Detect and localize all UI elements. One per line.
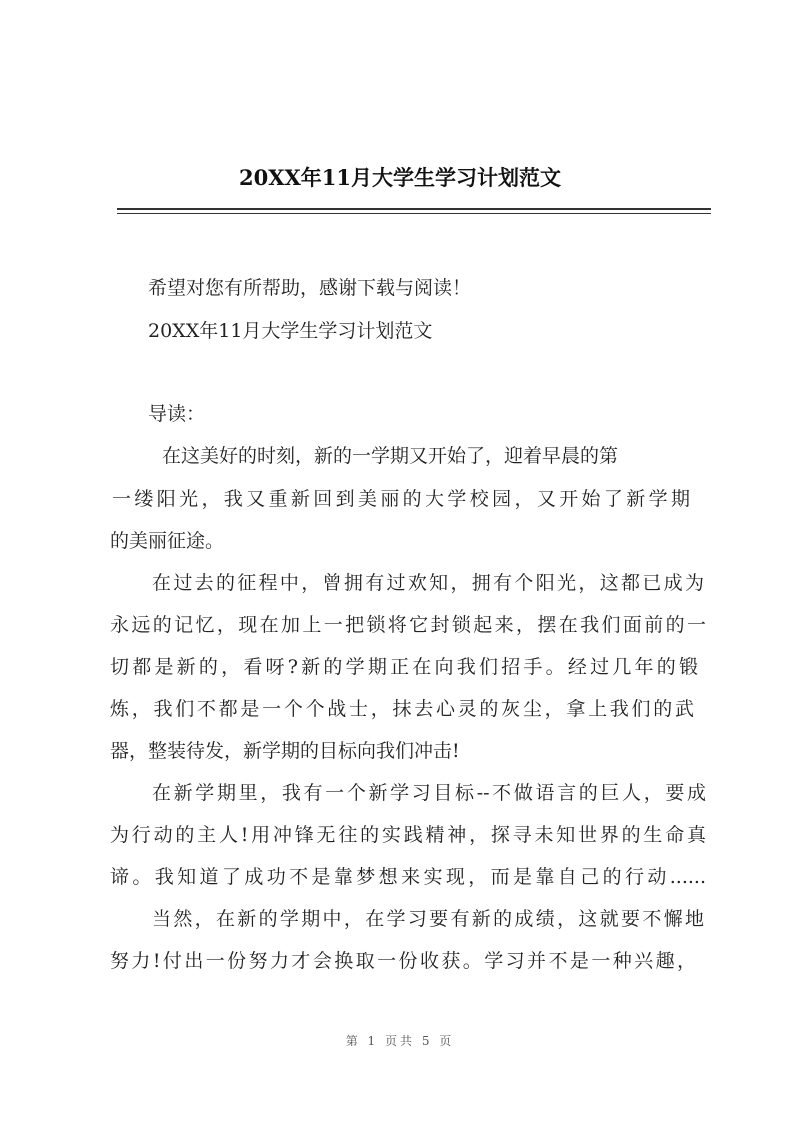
text-line: 永远的记忆，现在加上一把锁将它封锁起来，摆在我们面前的一 (110, 614, 706, 636)
text-line: 为行动的主人!用冲锋无往的实践精神，探寻未知世界的生命真 (110, 824, 706, 846)
text-line: 炼，我们不都是一个个战士，抹去心灵的灰尘，拿上我们的武 (110, 698, 694, 720)
text-line: 一缕阳光，我又重新回到美丽的大学校园，又开始了新学期 (112, 488, 690, 510)
title-divider-thin (117, 213, 711, 214)
text-line: 切都是新的，看呀?新的学期正在向我们招手。经过几年的锻 (110, 656, 698, 678)
text-line: 20XX年11月大学生学习计划范文 (148, 320, 433, 342)
text-line: 器，整装待发，新学期的目标向我们冲击! (110, 740, 460, 762)
text-line: 导读： (148, 403, 206, 425)
title-divider (117, 208, 711, 210)
text-line: 希望对您有所帮助，感谢下载与阅读！ (148, 277, 472, 299)
page-title: 20XX年11月大学生学习计划范文 (238, 165, 562, 190)
text-line: 在这美好的时刻，新的一学期又开始了，迎着早晨的第 (162, 445, 619, 467)
text-line: 的美丽征途。 (110, 530, 225, 552)
text-line: 谛。我知道了成功不是靠梦想来实现，而是靠自己的行动...... (110, 866, 706, 888)
text-line: 在新学期里，我有一个新学习目标--不做语言的巨人，要成 (152, 782, 706, 804)
text-line: 在过去的征程中，曾拥有过欢知，拥有个阳光，这都已成为 (152, 572, 704, 594)
text-line: 努力!付出一份努力才会换取一份收获。学习并不是一种兴趣， (110, 950, 696, 972)
page-number-footer: 第 1 页共 5 页 (345, 1034, 455, 1048)
text-line: 当然，在新的学期中，在学习要有新的成绩，这就要不懈地 (152, 908, 704, 930)
